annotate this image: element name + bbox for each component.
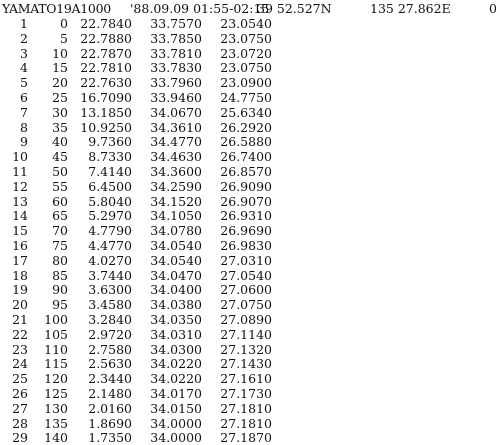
row-index: 5 (20, 75, 28, 91)
temperature-value: 2.1480 (88, 385, 132, 401)
longitude: 135 27.862E (370, 1, 451, 16)
depth-value: 125 (44, 385, 68, 401)
density-value: 26.9310 (220, 208, 272, 224)
salinity-value: 34.0380 (150, 297, 202, 313)
density-value: 27.1320 (220, 341, 272, 357)
density-value: 27.1730 (220, 385, 272, 401)
salinity-value: 34.4630 (150, 149, 202, 165)
density-value: 26.7400 (220, 149, 272, 165)
salinity-value: 33.7960 (150, 75, 202, 91)
density-value: 23.0540 (220, 16, 272, 31)
table-row (0, 417, 500, 432)
temperature-value: 16.7090 (80, 89, 132, 105)
salinity-value: 33.7830 (150, 60, 202, 76)
density-value: 26.8570 (220, 163, 272, 179)
density-value: 26.9070 (220, 193, 272, 209)
temperature-value: 8.7330 (88, 149, 132, 165)
density-value: 27.0600 (220, 282, 272, 298)
density-value: 27.0540 (220, 267, 272, 283)
row-index: 22 (12, 326, 28, 342)
salinity-value: 33.7810 (150, 45, 202, 61)
temperature-value: 5.2970 (88, 208, 132, 224)
table-row (0, 91, 500, 106)
density-value: 27.1870 (220, 430, 272, 445)
depth-value: 100 (44, 311, 68, 327)
depth-value: 80 (52, 252, 68, 268)
salinity-value: 33.7850 (150, 30, 202, 46)
depth-value: 0 (60, 16, 68, 31)
row-index: 4 (20, 60, 28, 76)
row-index: 21 (12, 311, 28, 327)
temperature-value: 4.7790 (88, 223, 132, 239)
table-row (0, 106, 500, 121)
depth-value: 85 (52, 267, 68, 283)
depth-value: 95 (52, 297, 68, 313)
temperature-value: 22.7630 (80, 75, 132, 91)
density-value: 25.6340 (220, 104, 272, 120)
depth-value: 60 (52, 193, 68, 209)
temperature-value: 3.2840 (88, 311, 132, 327)
density-value: 27.1810 (220, 415, 272, 431)
table-row (0, 328, 500, 343)
temperature-value: 7.4140 (88, 163, 132, 179)
temperature-value: 1.8690 (88, 415, 132, 431)
temperature-value: 2.3440 (88, 371, 132, 387)
table-row (0, 254, 500, 269)
row-index: 19 (12, 282, 28, 298)
temperature-value: 4.0270 (88, 252, 132, 268)
density-value: 23.0720 (220, 45, 272, 61)
density-value: 27.0310 (220, 252, 272, 268)
table-row (0, 180, 500, 195)
table-row (0, 195, 500, 210)
salinity-value: 33.7570 (150, 16, 202, 31)
row-index: 16 (12, 237, 28, 253)
table-row (0, 47, 500, 62)
table-row (0, 165, 500, 180)
depth-value: 90 (52, 282, 68, 298)
density-value: 27.1430 (220, 356, 272, 372)
row-index: 18 (12, 267, 28, 283)
salinity-value: 34.0170 (150, 385, 202, 401)
row-index: 28 (12, 415, 28, 431)
temperature-value: 2.7580 (88, 341, 132, 357)
salinity-value: 34.0220 (150, 356, 202, 372)
table-row (0, 121, 500, 136)
temperature-value: 1.7350 (88, 430, 132, 445)
row-index: 2 (20, 30, 28, 46)
temperature-value: 13.1850 (80, 104, 132, 120)
cast-date-time: '88.09.09 01:55-02:15 (130, 1, 270, 16)
row-index: 12 (12, 178, 28, 194)
depth-value: 135 (44, 415, 68, 431)
row-index: 29 (12, 430, 28, 445)
depth-value: 35 (52, 119, 68, 135)
depth-value: 140 (44, 430, 68, 445)
density-value: 26.2920 (220, 119, 272, 135)
table-row (0, 135, 500, 150)
row-index: 23 (12, 341, 28, 357)
salinity-value: 34.0540 (150, 237, 202, 253)
temperature-value: 2.0160 (88, 400, 132, 416)
depth-value: 15 (52, 60, 68, 76)
temperature-value: 10.9250 (80, 119, 132, 135)
table-row (0, 239, 500, 254)
table-row (0, 313, 500, 328)
depth-value: 45 (52, 149, 68, 165)
table-row (0, 61, 500, 76)
salinity-value: 34.0000 (150, 430, 202, 445)
depth-value: 5 (60, 30, 68, 46)
salinity-value: 34.0470 (150, 267, 202, 283)
data-rows (0, 17, 500, 445)
salinity-value: 34.0220 (150, 371, 202, 387)
salinity-value: 34.0540 (150, 252, 202, 268)
depth-value: 10 (52, 45, 68, 61)
temperature-value: 2.5630 (88, 356, 132, 372)
salinity-value: 34.1050 (150, 208, 202, 224)
density-value: 26.5880 (220, 134, 272, 150)
density-value: 26.9830 (220, 237, 272, 253)
row-index: 8 (20, 119, 28, 135)
salinity-value: 34.3610 (150, 119, 202, 135)
table-row (0, 283, 500, 298)
depth-value: 70 (52, 223, 68, 239)
table-row (0, 269, 500, 284)
table-row (0, 17, 500, 32)
row-index: 1 (20, 16, 28, 31)
depth-value: 65 (52, 208, 68, 224)
row-index: 13 (12, 193, 28, 209)
table-row (0, 387, 500, 402)
row-index: 25 (12, 371, 28, 387)
table-row (0, 343, 500, 358)
salinity-value: 34.0780 (150, 223, 202, 239)
temperature-value: 3.7440 (88, 267, 132, 283)
row-index: 14 (12, 208, 28, 224)
depth-value: 120 (44, 371, 68, 387)
row-index: 20 (12, 297, 28, 313)
table-row (0, 32, 500, 47)
header-flag: 0 (489, 1, 497, 16)
salinity-value: 34.0310 (150, 326, 202, 342)
depth-value: 105 (44, 326, 68, 342)
station-id: YAMATO19A1000 (2, 1, 111, 16)
latitude: 39 52.527N (257, 1, 332, 16)
density-value: 23.0750 (220, 30, 272, 46)
temperature-value: 2.9720 (88, 326, 132, 342)
temperature-value: 3.4580 (88, 297, 132, 313)
table-row (0, 76, 500, 91)
row-index: 24 (12, 356, 28, 372)
depth-value: 30 (52, 104, 68, 120)
row-index: 26 (12, 385, 28, 401)
density-value: 27.1810 (220, 400, 272, 416)
table-row (0, 372, 500, 387)
salinity-value: 34.0000 (150, 415, 202, 431)
temperature-value: 9.7360 (88, 134, 132, 150)
temperature-value: 22.7880 (80, 30, 132, 46)
density-value: 27.1140 (220, 326, 272, 342)
temperature-value: 6.4500 (88, 178, 132, 194)
temperature-value: 22.7810 (80, 60, 132, 76)
row-index: 9 (20, 134, 28, 150)
station-header (2, 1, 500, 17)
depth-value: 55 (52, 178, 68, 194)
row-index: 10 (12, 149, 28, 165)
density-value: 23.0900 (220, 75, 272, 91)
salinity-value: 34.0300 (150, 341, 202, 357)
row-index: 7 (20, 104, 28, 120)
temperature-value: 22.7840 (80, 16, 132, 31)
table-row (0, 209, 500, 224)
row-index: 27 (12, 400, 28, 416)
row-index: 17 (12, 252, 28, 268)
row-index: 6 (20, 89, 28, 105)
temperature-value: 22.7870 (80, 45, 132, 61)
density-value: 23.0750 (220, 60, 272, 76)
table-row (0, 298, 500, 313)
temperature-value: 5.8040 (88, 193, 132, 209)
density-value: 26.9690 (220, 223, 272, 239)
depth-value: 40 (52, 134, 68, 150)
salinity-value: 34.1520 (150, 193, 202, 209)
density-value: 27.0750 (220, 297, 272, 313)
table-row (0, 357, 500, 372)
depth-value: 20 (52, 75, 68, 91)
salinity-value: 34.0670 (150, 104, 202, 120)
row-index: 15 (12, 223, 28, 239)
table-row (0, 224, 500, 239)
salinity-value: 34.2590 (150, 178, 202, 194)
salinity-value: 34.0350 (150, 311, 202, 327)
density-value: 24.7750 (220, 89, 272, 105)
salinity-value: 34.0400 (150, 282, 202, 298)
depth-value: 110 (44, 341, 68, 357)
temperature-value: 4.4770 (88, 237, 132, 253)
table-row (0, 402, 500, 417)
depth-value: 50 (52, 163, 68, 179)
salinity-value: 34.3600 (150, 163, 202, 179)
depth-value: 25 (52, 89, 68, 105)
density-value: 27.0890 (220, 311, 272, 327)
salinity-value: 34.4770 (150, 134, 202, 150)
density-value: 26.9090 (220, 178, 272, 194)
density-value: 27.1610 (220, 371, 272, 387)
depth-value: 130 (44, 400, 68, 416)
depth-value: 75 (52, 237, 68, 253)
table-row (0, 150, 500, 165)
table-row (0, 431, 500, 445)
row-index: 3 (20, 45, 28, 61)
row-index: 11 (12, 163, 28, 179)
temperature-value: 3.6300 (88, 282, 132, 298)
salinity-value: 34.0150 (150, 400, 202, 416)
salinity-value: 33.9460 (150, 89, 202, 105)
depth-value: 115 (44, 356, 68, 372)
